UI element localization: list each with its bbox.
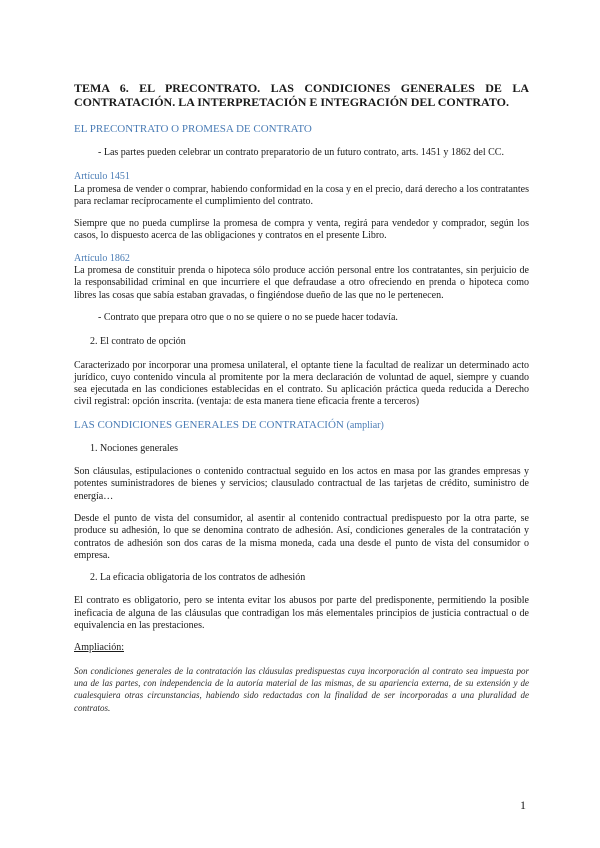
subheading-contrato-opcion: 2. El contrato de opción	[90, 336, 186, 348]
paragraph-contrato-opcion: Caracterizado por incorporar una promesa unilateral, el optante tiene la facultad de realizar un determinado acto jurídico, cuyo contenido vincula al promitente por la mera declaración de voluntad de aquel, siempre y cuando sea ejecutada en las condiciones establecidas en el contrato. Su aplicación práctica queda reducida a Derecho civil registral: opción inscrita. (ventaja: de esta manera tiene eficacia frente a terceros)	[74, 359, 529, 408]
paragraph-nociones-1: Son cláusulas, estipulaciones o contenido contractual seguido en los actos en masa por las grandes empresas y potentes suministradores de bienes y servicios; clausulado contractual de las tarjetas de crédito, suministro de energía…	[74, 466, 529, 502]
bullet-text: - Las partes pueden celebrar un contrato preparatorio de un futuro contrato, arts. 1451 y 1862 del CC.	[98, 147, 504, 158]
page-number: 1	[520, 798, 526, 812]
subheading-nociones-generales: 1. Nociones generales	[90, 442, 179, 454]
section-heading-aside: (ampliar)	[346, 419, 384, 431]
article-1451-label: Artículo 1451	[74, 171, 130, 183]
bullet-contrato-prepara	[74, 312, 529, 324]
article-1451-paragraph-2: Siempre que no pueda cumplirse la promesa de compra y venta, regirá para vendedor y comprador, según los casos, lo dispuesto acerca de las obligaciones y contratos en el presente Libro.	[74, 218, 529, 242]
section-heading-precontrato: EL PRECONTRATO O PROMESA DE CONTRATO	[74, 123, 312, 135]
title-line-1: TEMA 6. EL PRECONTRATO. LAS CONDICIONES GENERALES DE LA	[74, 81, 529, 95]
section-heading-text: LAS CONDICIONES GENERALES DE CONTRATACIÓN	[74, 418, 344, 431]
article-1862-label: Artículo 1862	[74, 252, 130, 264]
subheading-eficacia-obligatoria: 2. La eficacia obligatoria de los contratos de adhesión	[90, 572, 306, 584]
ampliacion-text: Son condiciones generales de la contratación las cláusulas predispuestas cuya incorporación al contrato sea impuesta por una de las partes, con independencia de la autoría material de las mismas, de su apariencia externa, de su extensión y de cualesquiera otras circunstancias, habiendo sido redactadas con la finalidad de ser incorporadas a una pluralidad de contratos.	[74, 665, 529, 713]
document-title	[74, 81, 529, 109]
title-line-2: CONTRATACIÓN. LA INTERPRETACIÓN E INTEGRACIÓN DEL CONTRATO.	[74, 95, 509, 109]
section-heading-condiciones-generales	[74, 419, 529, 432]
page-content	[74, 81, 529, 714]
paragraph-eficacia: El contrato es obligatorio, pero se intenta evitar los abusos por parte del predisponente, permitiendo la posible ineficacia de alguna de las cláusulas que contradigan los más elementales principios de justicia contractual o de equivalencia en las prestaciones.	[74, 595, 529, 632]
ampliacion-label: Ampliación:	[74, 642, 124, 654]
paragraph-nociones-2: Desde el punto de vista del consumidor, al asentir al contenido contractual predispuesto por la otra parte, se produce su adhesión, lo que se denomina contrato de adhesión. Así, condiciones generales de la contratación y contratos de adhesión son dos caras de la misma moneda, cada una desde el punto de vista del consumidor o empresa.	[74, 512, 529, 561]
article-1862-paragraph: La promesa de constituir prenda o hipoteca sólo produce acción personal entre los contratantes, sin perjuicio de la responsabilidad criminal en que incurriere el que defraudase a otro ofreciendo en prenda o hipoteca como libres las cosas que sabía estaban gravadas, o fingiéndose dueño de las que no le pertenecen.	[74, 265, 529, 301]
bullet-text: - Contrato que prepara otro que o no se quiere o no se puede hacer todavía.	[98, 311, 398, 323]
article-1451-paragraph-1: La promesa de vender o comprar, habiendo conformidad en la cosa y en el precio, dará derecho a los contratantes para reclamar recíprocamente el cumplimiento del contrato.	[74, 183, 529, 207]
bullet-precontrato	[74, 147, 529, 159]
